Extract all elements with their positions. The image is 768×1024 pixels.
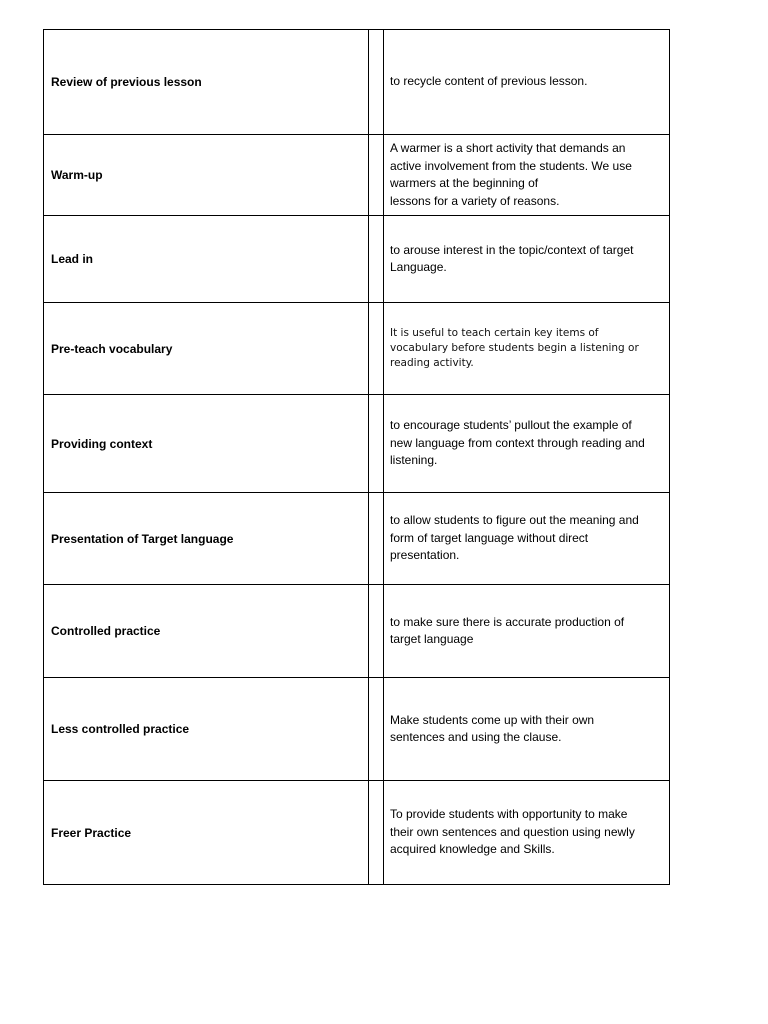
description-line: listening. — [390, 453, 438, 468]
description-line: It is useful to teach certain key items of — [390, 327, 599, 339]
stage-description — [384, 303, 670, 395]
description-line: lessons for a variety of reasons. — [390, 193, 560, 208]
stage-name: Presentation of Target language — [44, 493, 369, 585]
stage-name: Freer Practice — [44, 781, 369, 885]
description-line: new language from context through reading and — [390, 435, 645, 450]
stage-description — [384, 30, 670, 135]
description-line: A warmer is a short activity that demands an — [390, 141, 626, 155]
table-row — [44, 678, 670, 781]
stage-name: Less controlled practice — [44, 678, 369, 781]
spacer-cell — [369, 135, 384, 216]
spacer-cell — [369, 395, 384, 493]
stage-name: Review of previous lesson — [44, 30, 369, 135]
description-line: sentences and using the clause. — [390, 730, 562, 744]
description-line: Make students come up with their own — [390, 712, 595, 727]
description-line: Language. — [390, 260, 447, 274]
spacer-cell — [369, 30, 384, 135]
description-line: warmers at the beginning of — [390, 176, 539, 190]
table-row — [44, 493, 670, 585]
description-line: their own sentences and question using newly — [390, 824, 635, 839]
spacer-cell — [369, 493, 384, 585]
table-row — [44, 303, 670, 395]
spacer-cell — [369, 303, 384, 395]
stage-description — [384, 585, 670, 678]
stage-description — [384, 493, 670, 585]
stage-name: Lead in — [44, 216, 369, 303]
description-line: reading activity. — [390, 357, 474, 369]
description-line: active involvement from the students. We use — [390, 158, 632, 173]
stage-description — [384, 216, 670, 303]
stage-description — [384, 781, 670, 885]
description-line: To provide students with opportunity to make — [390, 807, 628, 822]
spacer-cell — [369, 585, 384, 678]
description-line: acquired knowledge and Skills. — [390, 842, 555, 857]
spacer-cell — [369, 216, 384, 303]
spacer-cell — [369, 781, 384, 885]
table-row — [44, 585, 670, 678]
spacer-cell — [369, 678, 384, 781]
lesson-stages-table — [43, 29, 670, 885]
table-row — [44, 216, 670, 303]
description-line: presentation. — [390, 548, 460, 563]
description-line: to recycle content of previous lesson. — [390, 74, 588, 89]
table-row — [44, 135, 670, 216]
description-line: to encourage students’ pullout the example of — [390, 418, 632, 433]
table-row — [44, 781, 670, 885]
stage-name: Pre-teach vocabulary — [44, 303, 369, 395]
description-line: to make sure there is accurate production of — [390, 614, 625, 629]
stage-description — [384, 395, 670, 493]
stage-name: Warm-up — [44, 135, 369, 216]
description-line: vocabulary before students begin a listening or — [390, 342, 639, 354]
table-row — [44, 395, 670, 493]
description-line: form of target language without direct — [390, 530, 589, 545]
description-line: to arouse interest in the topic/context of target — [390, 242, 634, 257]
stage-name: Controlled practice — [44, 585, 369, 678]
stage-description — [384, 135, 670, 216]
description-line: target language — [390, 632, 474, 646]
stage-name: Providing context — [44, 395, 369, 493]
stage-description — [384, 678, 670, 781]
table-row — [44, 30, 670, 135]
description-line: to allow students to figure out the meaning and — [390, 513, 639, 528]
